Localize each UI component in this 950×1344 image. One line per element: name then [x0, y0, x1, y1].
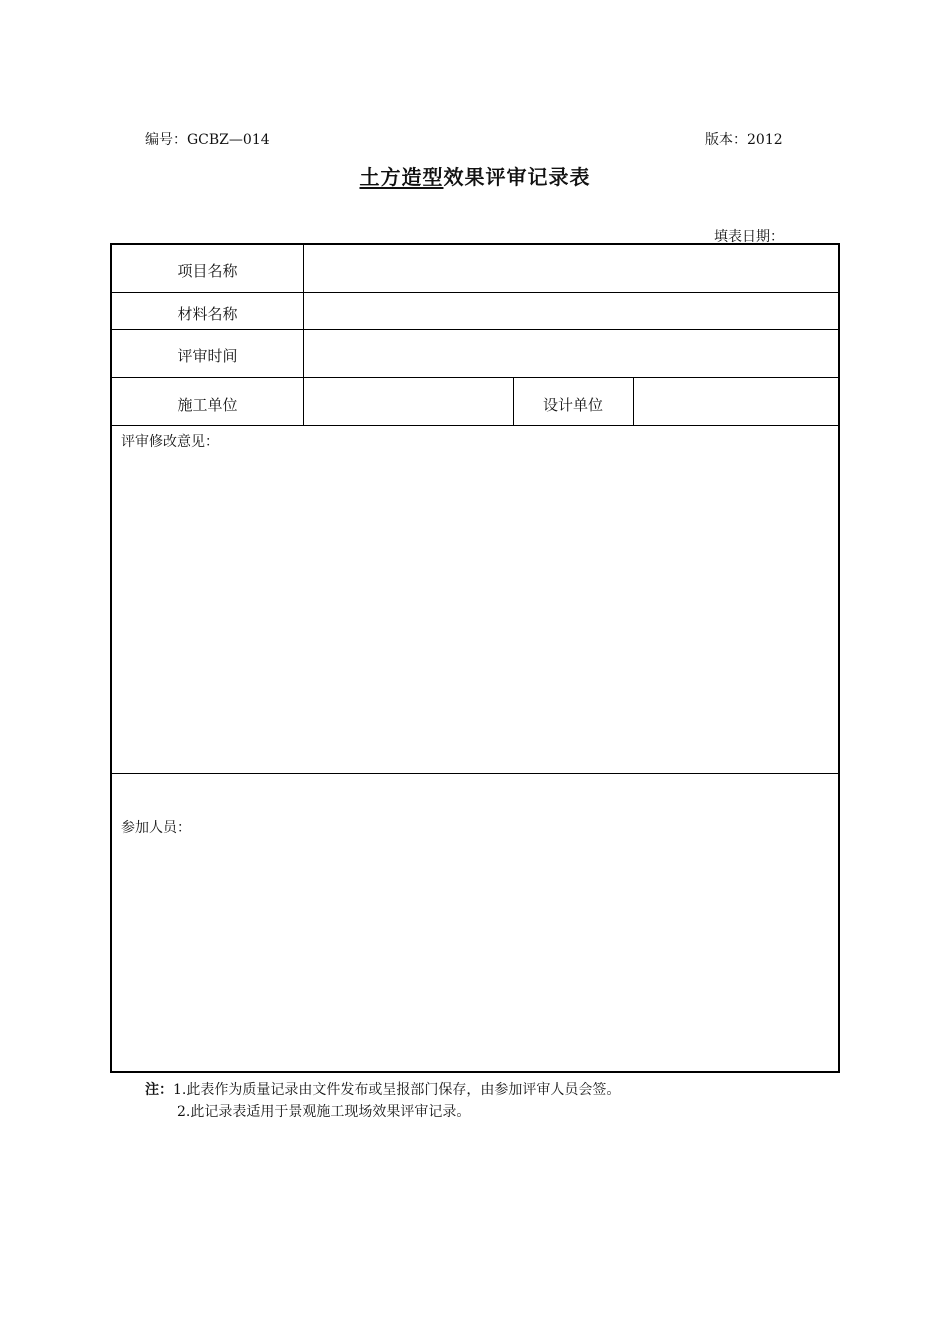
participants-area[interactable] — [112, 774, 838, 1071]
material-name-label: 材料名称 — [177, 305, 238, 323]
note-prefix: 注： — [145, 1082, 173, 1098]
form-title — [0, 161, 950, 190]
project-name-label: 项目名称 — [177, 262, 238, 280]
form-title-underlined: 土方造型 — [359, 165, 444, 189]
form-notes — [145, 1079, 620, 1123]
note-item-2: 2.此记录表适用于景观施工现场效果评审记录。 — [177, 1104, 471, 1120]
note-line-1 — [145, 1079, 620, 1101]
construction-unit-field[interactable] — [304, 378, 513, 425]
fill-date-label: 填表日期： — [714, 229, 784, 245]
review-comments-label: 评审修改意见： — [121, 434, 219, 450]
design-unit-label: 设计单位 — [542, 396, 603, 414]
participants-label: 参加人员： — [121, 820, 191, 836]
material-name-field[interactable] — [304, 293, 838, 329]
review-record-form — [110, 243, 840, 1073]
design-unit-field[interactable] — [634, 378, 838, 425]
document-number: 编号：GCBZ—014 — [145, 132, 270, 148]
note-item-1: 1.此表作为质量记录由文件发布或呈报部门保存，由参加评审人员会签。 — [173, 1082, 621, 1098]
review-time-label: 评审时间 — [177, 347, 238, 365]
review-comments-area[interactable] — [112, 426, 838, 773]
form-title-rest: 效果评审记录表 — [443, 165, 591, 189]
construction-unit-label: 施工单位 — [177, 396, 238, 414]
review-time-field[interactable] — [304, 330, 838, 377]
document-version: 版本：2012 — [705, 132, 783, 148]
project-name-field[interactable] — [304, 245, 838, 292]
